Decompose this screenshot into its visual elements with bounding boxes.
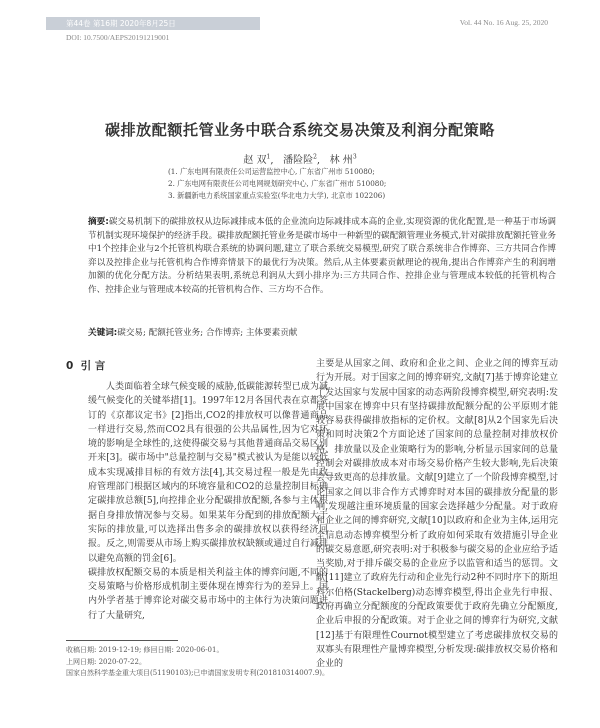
keywords	[88, 326, 556, 338]
author-1-mark: 1	[266, 153, 271, 161]
body-column-right	[316, 357, 558, 672]
section-number: 0	[66, 360, 74, 372]
affiliation-1: (1. 广东电网有限责任公司运营监控中心, 广东省广州市 510080;	[168, 167, 375, 176]
affiliation-2: 2. 广东电网有限责任公司电网规划研究中心, 广东省广州市 510080;	[168, 179, 387, 188]
body-text-left: 人类面临着全球气候变暖的威胁,低碳能源转型已成为减缓气候变化的关键举措[1]。1997年12月各国代表在京都签订的《京都议定书》[2]指出,CO2的排放权可以像普通商品一样进行交易,然而CO2具有很强的公共品属性,因为它对环境的影响是全球性的,这使得碳交易与其他普通商品交易区别开来[3]。碳市场中"总量控制与交易"模式被认为是能以较低成本实现减排目标的有效方法[4],其交易过程一般是先由政府管理部门根据区域内的环境容量和CO2的总量控制目标确定碳排放总额[5],向控排企业分配碳排放配额,各参与主体根据自身排放情况参与交易。如果某年分配到的排放配额大于实际的排放量,可以选择出售多余的碳排放权以获得经济回报。反之,则需要从市场上购买碳排放权缺额或通过自行减排以避免高额的罚金[6]。 碳排放权配额交易的本质是相关利益主体的博弈问题,不同的交易策略与价格形成机制主要体现在博弈行为的差异上。国内外学者基于博弈论对碳交易市场中的主体行为决策问题进行了大量研究,	[88, 382, 328, 621]
author-1: 赵 双	[243, 155, 267, 166]
abstract	[88, 216, 556, 298]
author-2: 潘险险	[283, 155, 314, 166]
affiliation-3: 3. 新疆新电力系统国家重点实验室(华北电力大学), 北京市 102206)	[168, 191, 386, 200]
paper-title: 碳排放配额托管业务中联合系统交易决策及利润分配策略	[104, 121, 495, 139]
abstract-label: 摘要:	[88, 217, 109, 227]
body-text-right: 主要是从国家之间、政府和企业之间、企业之间的博弈互动行为开展。对于国家之间的博弈研究,文献[7]基于博弈论建立了发达国家与发展中国家的动态两阶段博弈模型,研究表明:发展中国家在博弈中只有坚持碳排放配额分配的公平原则才能较容易获得碳排放指标的定价权。文献[8]从2个国家先后决策和同时决策2个方面论述了国家间的总量控制对排放权价格、排放量以及企业策略行为的影响,分析显示国家间的总量控制会对碳排放成本对市场交易价格产生较大影响,先后决策会导致更高的总排放量。文献[9]建立了一个阶段博弈模型,讨论国家之间以非合作方式博弈时对本国的碳排放分配量的影响,发现越注重环境质量的国家会选择越少分配量。对于政府和企业之间的博弈研究,文献[10]以政府和企业为主体,运用完全信息动态博弈模型分析了政府如何采取有效措施引导企业的碳交易意愿,研究表明:对于积极参与碳交易的企业应给予适当奖励,对于排斥碳交易的企业应予以监管和适当的惩罚。文献[11]建立了政府先行动和企业先行动2种不同时序下的斯坦科尔伯格(Stackelberg)动态博弈模型,得出企业先行申报、政府再确立分配额度的分配政策要优于政府先确立分配额度,企业后申报的分配政策。对于企业之间的博弈行为研究,文献[12]基于有限理性Cournot模型建立了考虑碳排放权交易的双寡头有限理性产量博弈模型,分析发现:碳排放权交易价格和企业的	[316, 359, 558, 670]
journal-issue-label-en: Vol. 44 No. 16 Aug. 25, 2020	[459, 18, 548, 27]
author-list: 赵 双$^1$, 潘险险$^2$, 林 州$^3$	[243, 153, 357, 166]
footnote-received: 收稿日期: 2019-12-19; 修回日期: 2020-06-01。	[66, 646, 224, 654]
keywords-text: 碳交易; 配额托管业务; 合作博弈; 主体要素贡献	[117, 328, 298, 338]
footnote-funding: 国家自然科学基金重大项目(51190103);已申请国家发明专利(201810314007.9)。	[66, 669, 330, 677]
section-title: 引 言	[80, 360, 106, 372]
journal-issue-label: 第44卷 第16期 2020年8月25日	[66, 19, 176, 28]
author-2-mark: 2	[313, 153, 317, 161]
doi-label: DOI: 10.7500/AEPS20191219001	[66, 33, 170, 42]
abstract-text: 碳交易机制下的碳排放权从边际减排成本低的企业流向边际减排成本高的企业,实现资源的优化配置,是一种基于市场调节机制实现环境保护的经济手段。碳排放配额托管业务是碳市场中一种新型的碳配额管理业务模式,针对碳排放配额托管业务中1个控排企业与2个托管机构联合系统的协调问题,建立了联合系统交易模型,研究了联合系统非合作博弈、三方共同合作博弈以及控排企业与托管机构合作博弈情景下的最优行为决策。然后,从主体要素贡献理论的视角,提出合作博弈产生的利润增加额的优化分配方法。分析结果表明,系统总利润从大到小排序为:三方共同合作、控排企业与管理成本较低的托管机构合作、控排企业与管理成本较高的托管机构合作、三方均不合作。	[88, 217, 557, 295]
keywords-label: 关键词:	[88, 328, 118, 338]
author-3: 林 州	[329, 155, 353, 166]
author-3-mark: 3	[352, 153, 357, 161]
section-heading	[66, 358, 105, 373]
affiliations	[168, 166, 386, 202]
footnotes	[66, 645, 329, 680]
footnote-divider	[66, 640, 178, 641]
footnote-online: 上网日期: 2020-07-22。	[66, 657, 146, 666]
body-column-left	[88, 380, 328, 623]
